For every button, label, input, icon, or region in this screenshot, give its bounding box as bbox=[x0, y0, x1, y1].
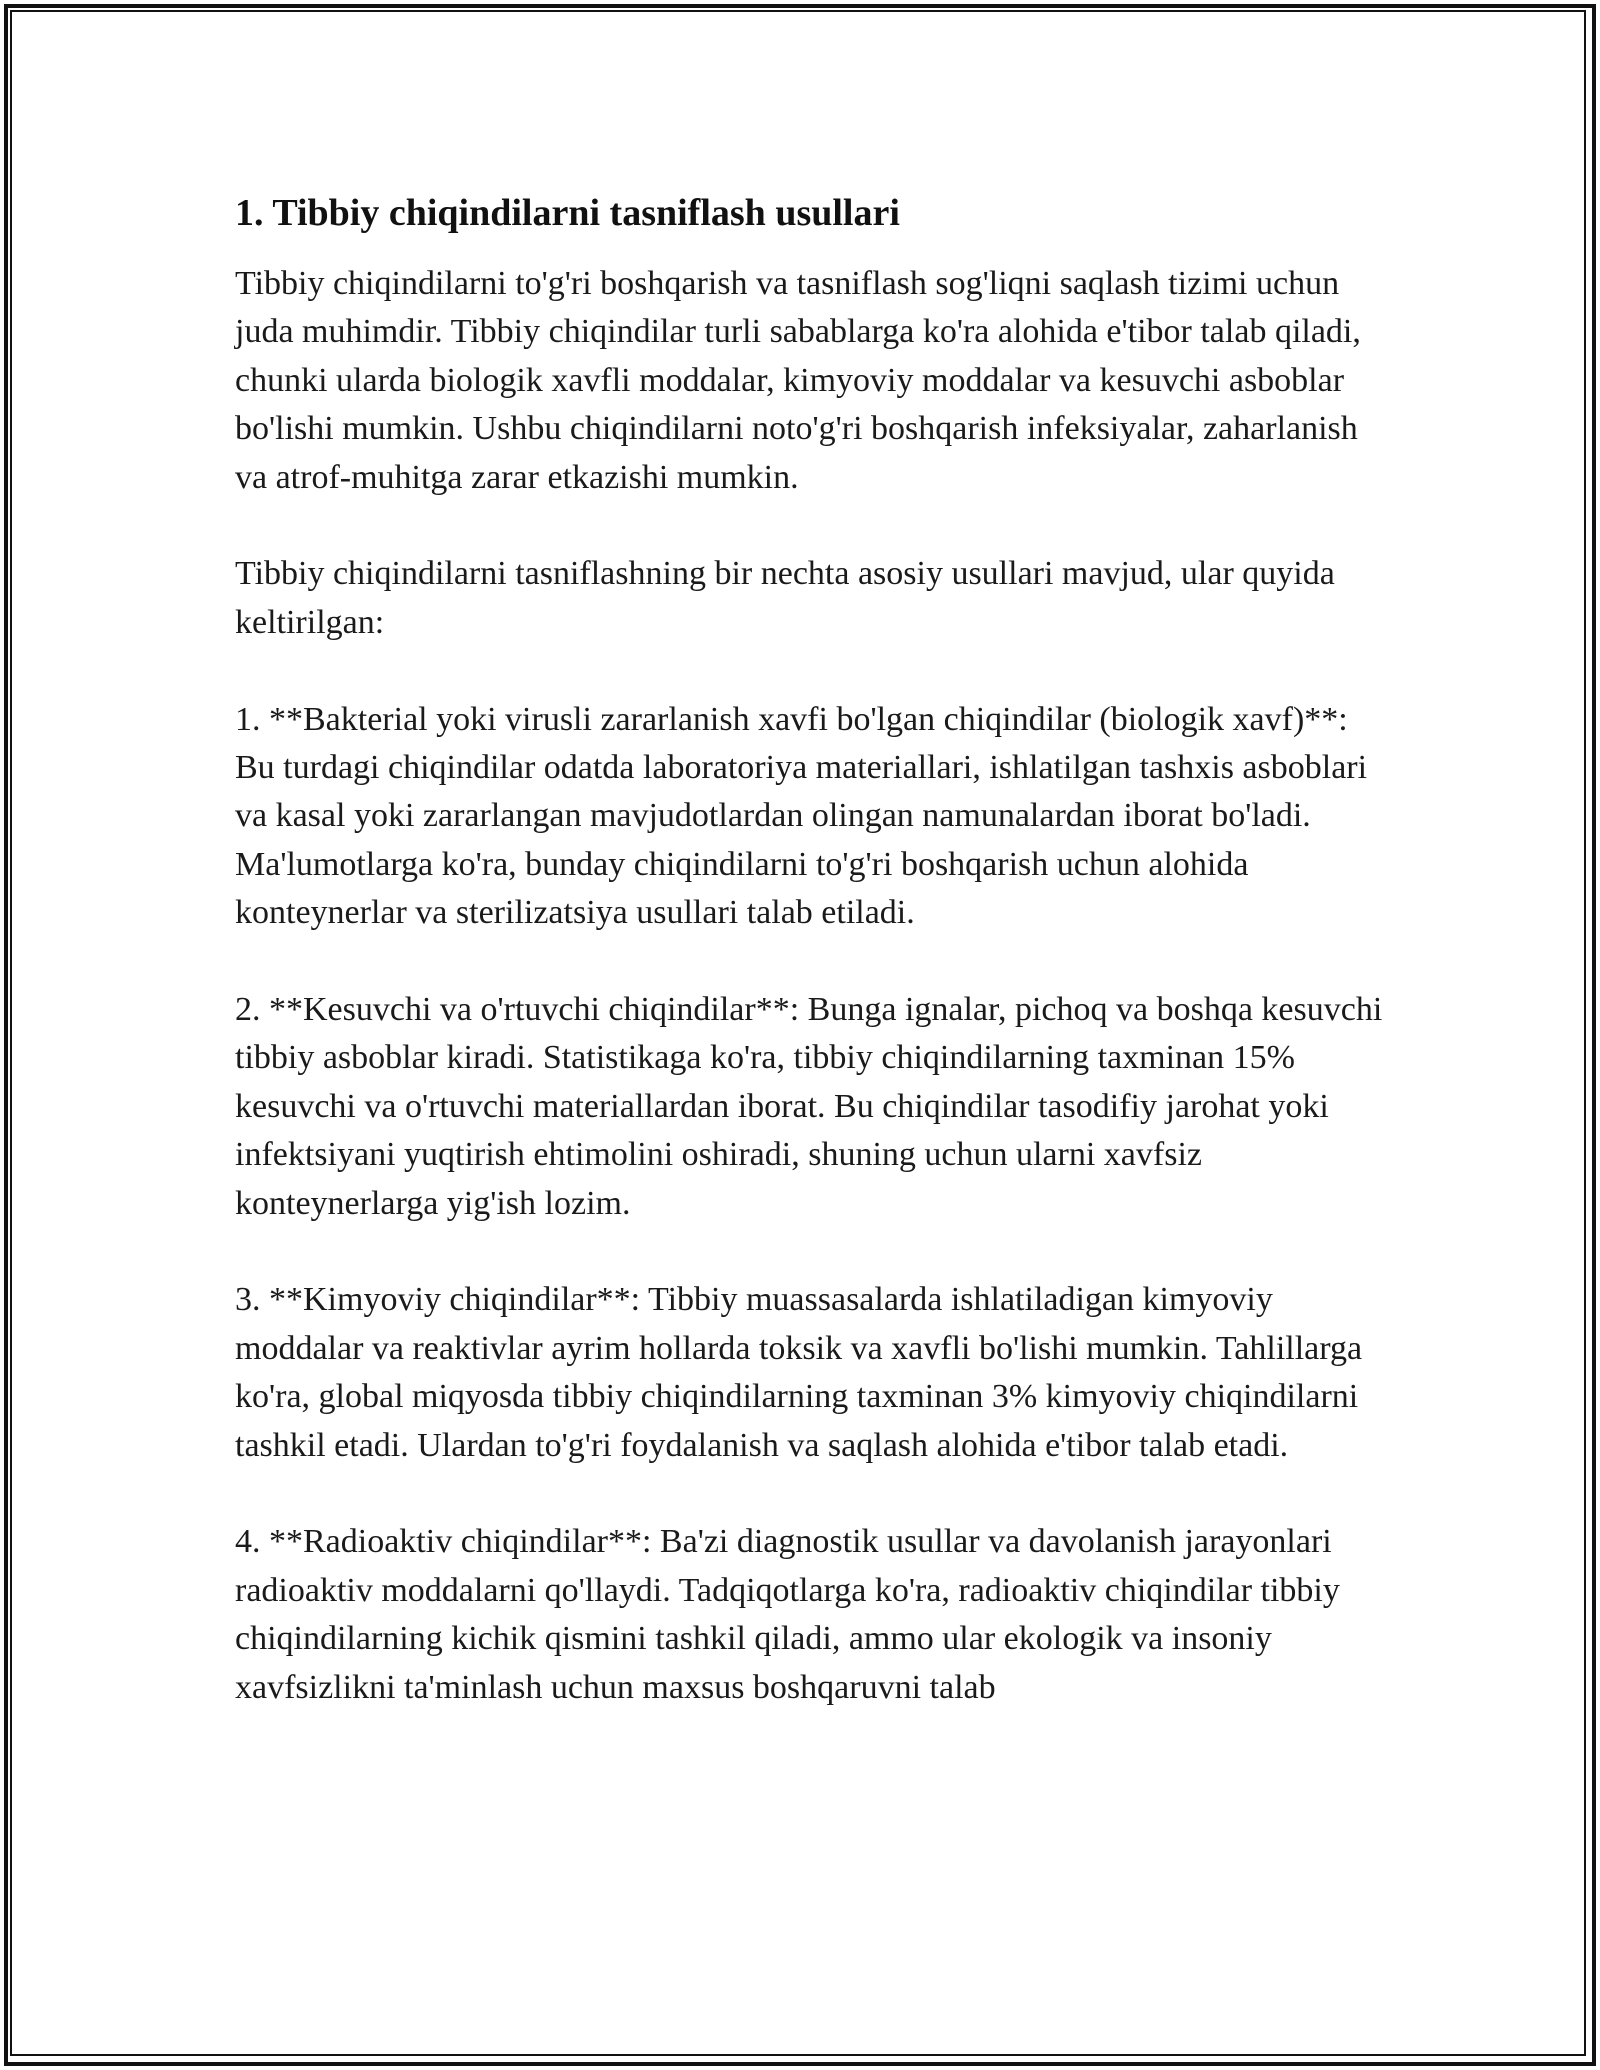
list-item-biological-waste: 1. **Bakterial yoki virusli zararlanish xavfi bo'lgan chiqindilar (biologik xavf)**: Bu turdagi chiqindilar odatda laboratoriya materiallari, ishlatilgan tashxis asboblari va kasal yoki zararlangan mavjudotlardan olingan namunalardan iborat bo'ladi. Ma'lumotlarga ko'ra, bunday chiqindilarni to'g'ri boshqarish uchun alohida konteynerlar va sterilizatsiya usullari talab etiladi. bbox=[235, 700, 1368, 932]
list-item-sharps-waste: 2. **Kesuvchi va o'rtuvchi chiqindilar**: Bunga ignalar, pichoq va boshqa kesuvchi tibbiy asboblar kiradi. Statistikaga ko'ra, tibbiy chiqindilarning taxminan 15% kesuvchi va o'rtuvchi materiallardan iborat. Bu chiqindilar tasodifiy jarohat yoki infektsiyani yuqtirish ehtimolini oshiradi, shuning uchun ularni xavfsiz konteynerlarga yig'ish lozim. bbox=[235, 991, 1383, 1222]
list-item-radioactive-waste: 4. **Radioaktiv chiqindilar**: Ba'zi diagnostik usullar va davolanish jarayonlari radioaktiv moddalarni qo'llaydi. Tadqiqotlarga ko'ra, radioaktiv chiqindilar tibbiy chiqindilarning kichik qismini tashkil qiladi, ammo ular ekologik va insoniy xavfsizlikni ta'minlash uchun maxsus boshqaruvni talab bbox=[235, 1523, 1340, 1706]
list-item-chemical-waste: 3. **Kimyoviy chiqindilar**: Tibbiy muassasalarda ishlatiladigan kimyoviy moddalar va reaktivlar ayrim hollarda toksik va xavfli bo'lishi mumkin. Tahlillarga ko'ra, global miqyosda tibbiy chiqindilarning taxminan 3% kimyoviy chiqindilarni tashkil etadi. Ulardan to'g'ri foydalanish va saqlash alohida e'tibor talab etadi. bbox=[235, 1281, 1363, 1464]
methods-intro-paragraph: Tibbiy chiqindilarni tasniflashning bir nechta asosiy usullari mavjud, ular quyida keltirilgan: bbox=[235, 555, 1335, 641]
document-body bbox=[235, 186, 1385, 1761]
section-heading: 1. Tibbiy chiqindilarni tasniflash usullari bbox=[235, 192, 900, 234]
intro-paragraph: Tibbiy chiqindilarni to'g'ri boshqarish va tasniflash sog'liqni saqlash tizimi uchun juda muhimdir. Tibbiy chiqindilar turli sabablarga ko'ra alohida e'tibor talab qiladi, chunki ularda biologik xavfli moddalar, kimyoviy moddalar va kesuvchi asboblar bo'lishi mumkin. Ushbu chiqindilarni noto'g'ri boshqarish infeksiyalar, zaharlanish va atrof-muhitga zarar etkazishi mumkin. bbox=[235, 265, 1361, 496]
